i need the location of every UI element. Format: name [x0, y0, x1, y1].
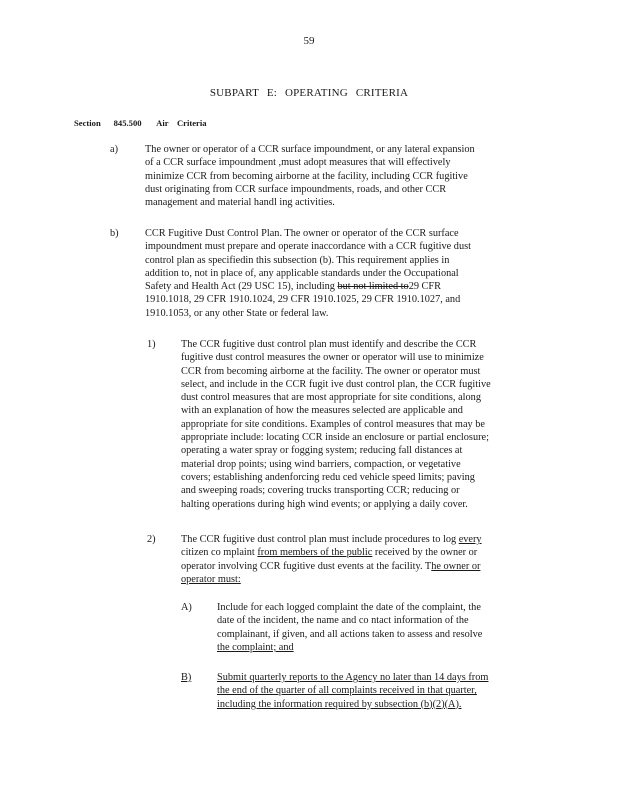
text-line: complainant, if given, and all actions taken to assess and resolve [217, 628, 483, 640]
para-b-label: b) [110, 228, 119, 239]
inserted-text: the end of the quarter of all complaints received in that quarter, [217, 685, 477, 697]
text-line: control plan as specifiedin this subsection (b). This requirement applies in [145, 254, 450, 266]
text-line: dust originating from CCR surface impoundments, roads, and other CCR [145, 183, 447, 195]
text-line [181, 533, 541, 546]
text-line: halting operations during high wind events; or applying a daily cover. [181, 498, 468, 510]
text-line: management and material handl ing activities. [145, 197, 335, 209]
text-line: 1910.1053, or any other State or federal law. [145, 307, 329, 319]
text-line: 1910.1018, 29 CFR 1910.1024, 29 CFR 1910.1025, 29 CFR 1910.1027, and [145, 294, 461, 306]
inserted-text: Submit quarterly reports to the Agency no later than 14 days from [217, 672, 489, 683]
text-segment: Safety and Health Act (29 USC 15), including [145, 281, 335, 293]
text-line: with an explanation of how the measures selected are applicable and [181, 405, 463, 417]
text-line: addition to, not in place of, any applicable standards under the Occupational [145, 267, 459, 279]
inserted-text: every [458, 534, 482, 545]
text-line [181, 546, 541, 559]
text-line: material drop points; using wind barriers, compaction, or vegetative [181, 458, 461, 470]
struck-text: but not limited to [337, 281, 409, 293]
item-b-text [217, 671, 532, 711]
para-b-text [145, 227, 530, 320]
text-line: minimize CCR from becoming airborne at the facility, including CCR fugitive [145, 170, 468, 182]
text-line [145, 280, 530, 293]
text-line: Include for each logged complaint the date of the complaint, the [217, 602, 481, 613]
text-line: and sweeping roads; covering trucks transporting CCR; reducing or [181, 485, 460, 497]
text-line: CCR from becoming airborne at the facility. The owner or operator must [181, 365, 481, 377]
section-heading: Section 845.500 Air Criteria [74, 118, 207, 128]
para-a-text [145, 143, 530, 209]
text-line: The owner or operator of a CCR surface impoundment, or any lateral expansion [145, 144, 475, 155]
text-line: appropriate for site conditions. Examples of control measures that may be [181, 418, 485, 430]
item-1-text [181, 338, 541, 511]
inserted-text: operator must: [181, 573, 241, 585]
page-number: 59 [303, 35, 315, 47]
text-line: select, and include in the CCR fugit ive dust control plan, the CCR fugitive [181, 378, 491, 390]
text-line: CCR Fugitive Dust Control Plan. The owner or operator of the CCR surface [145, 228, 459, 239]
text-line: The CCR fugitive dust control plan must identify and describe the CCR [181, 339, 477, 350]
text-line: appropriate include: locating CCR inside an enclosure or partial enclosure; [181, 432, 489, 444]
item-a-label: A) [181, 602, 192, 613]
inserted-text: including the information required by subsection (b)(2)(A). [217, 698, 462, 710]
item-2-label: 2) [147, 534, 156, 545]
inserted-text: he owner or [431, 560, 481, 572]
text-line [181, 560, 541, 573]
text-line: impoundment must prepare and operate inaccordance with a CCR fugitive dust [145, 241, 471, 253]
text-line: fugitive dust control measures the owner or operator will use to minimize [181, 352, 484, 364]
text-line: operating a water spray or fogging system; reducing fall distances at [181, 445, 463, 457]
text-line: date of the incident, the name and co ntact information of the [217, 615, 469, 627]
text-segment: operator involving CCR fugitive dust events at the facility. T [181, 560, 432, 572]
text-segment: 29 CFR [408, 281, 442, 293]
inserted-text: the complaint; and [217, 641, 294, 653]
item-2-text [181, 533, 541, 586]
text-line: dust control measures that are most appropriate for site conditions, along [181, 392, 481, 404]
item-b-label: B) [181, 672, 192, 683]
item-1-label: 1) [147, 339, 156, 350]
text-segment: citizen co mplaint [181, 547, 255, 559]
para-a-label: a) [110, 144, 118, 155]
subpart-title: SUBPART E: OPERATING CRITERIA [209, 87, 409, 99]
text-line: of a CCR surface impoundment ,must adopt measures that will effectively [145, 157, 451, 169]
text-line: covers; establishing andenforcing redu ced vehicle speed limits; paving [181, 471, 475, 483]
text-segment: The CCR fugitive dust control plan must include procedures to log [181, 534, 457, 545]
inserted-text: from members of the public [257, 547, 373, 559]
text-segment: received by the owner or [374, 547, 478, 559]
item-a-text [217, 601, 532, 654]
